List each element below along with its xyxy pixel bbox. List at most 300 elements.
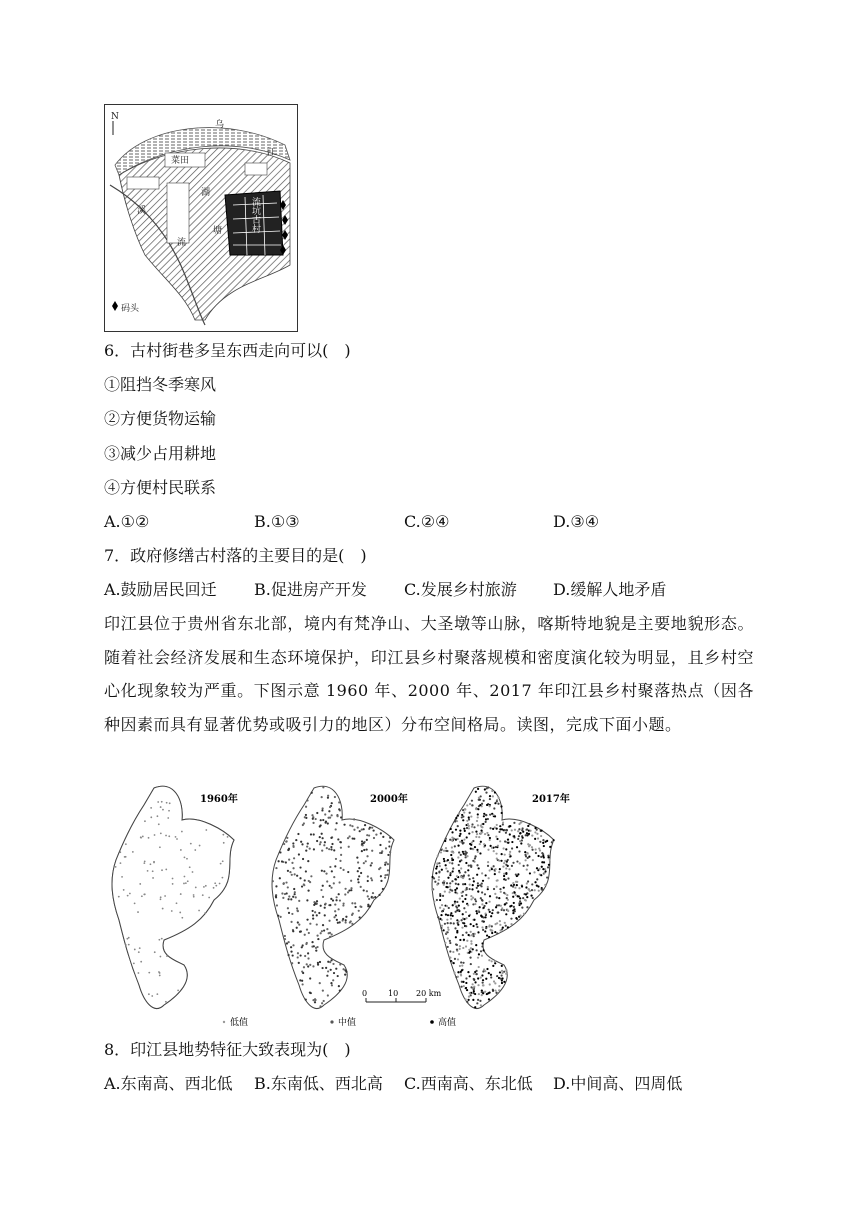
settlement-dot bbox=[158, 939, 160, 941]
settlement-dot bbox=[519, 900, 521, 902]
settlement-dot bbox=[487, 861, 489, 863]
q7-option-b[interactable]: B.促进房产开发 bbox=[254, 580, 367, 599]
settlement-dot bbox=[473, 990, 475, 992]
q6-option-c[interactable]: C.②④ bbox=[404, 512, 450, 531]
settlement-dot bbox=[541, 866, 543, 868]
settlement-dot bbox=[528, 845, 530, 847]
settlement-dot bbox=[496, 886, 498, 888]
settlement-dot bbox=[455, 829, 457, 831]
settlement-dot bbox=[465, 982, 467, 984]
settlement-dot bbox=[337, 975, 339, 977]
settlement-dot bbox=[148, 972, 150, 974]
scale-tick-0: 0 bbox=[362, 989, 368, 998]
settlement-dot bbox=[527, 857, 529, 859]
settlement-dot bbox=[119, 851, 121, 853]
settlement-dot bbox=[175, 836, 177, 838]
settlement-dot bbox=[443, 850, 445, 852]
settlement-dot bbox=[316, 935, 318, 937]
settlement-dot bbox=[503, 909, 505, 911]
settlement-dot bbox=[459, 939, 461, 941]
settlement-dot bbox=[329, 817, 331, 819]
settlement-dot bbox=[379, 844, 381, 846]
settlement-dot bbox=[345, 921, 347, 923]
settlement-dot bbox=[177, 989, 179, 991]
settlement-dot bbox=[272, 880, 274, 882]
settlement-dot bbox=[293, 888, 295, 890]
settlement-dot bbox=[288, 848, 290, 850]
settlement-dot bbox=[315, 818, 317, 820]
settlement-dot bbox=[465, 977, 467, 979]
settlement-dot bbox=[454, 891, 456, 893]
settlement-dot bbox=[314, 911, 316, 913]
settlement-dot bbox=[160, 898, 162, 900]
settlement-dot bbox=[292, 842, 294, 844]
settlement-dot bbox=[441, 904, 443, 906]
settlement-dot bbox=[140, 961, 142, 963]
settlement-dot bbox=[328, 932, 330, 934]
settlement-dot bbox=[458, 851, 460, 853]
settlement-dot bbox=[281, 892, 283, 894]
settlement-dot bbox=[323, 870, 325, 872]
settlement-dot bbox=[449, 882, 451, 884]
settlement-dot bbox=[168, 810, 170, 812]
village-label: 流坑古村 bbox=[250, 197, 260, 233]
settlement-dot bbox=[531, 846, 533, 848]
settlement-dot bbox=[476, 949, 478, 951]
settlement-dot bbox=[311, 792, 313, 794]
settlement-dot bbox=[301, 843, 303, 845]
settlement-dot bbox=[502, 823, 504, 825]
settlement-dot bbox=[318, 912, 320, 914]
settlement-dot bbox=[311, 941, 313, 943]
settlement-dot bbox=[279, 851, 281, 853]
settlement-dot bbox=[517, 895, 519, 897]
settlement-dot bbox=[435, 872, 437, 874]
settlement-dot bbox=[467, 869, 469, 871]
settlement-dot bbox=[484, 788, 486, 790]
settlement-dot bbox=[507, 910, 509, 912]
settlement-dot bbox=[519, 840, 521, 842]
settlement-dot bbox=[475, 900, 477, 902]
settlement-dot bbox=[360, 886, 362, 888]
q6-item-1: ①阻挡冬季寒风 bbox=[104, 375, 217, 394]
settlement-dot bbox=[195, 887, 197, 889]
settlement-dot bbox=[531, 835, 533, 837]
settlement-dot bbox=[443, 858, 445, 860]
settlement-dot bbox=[331, 984, 333, 986]
settlement-dot bbox=[150, 807, 152, 809]
settlement-dot bbox=[447, 926, 449, 928]
settlement-dot bbox=[440, 849, 442, 851]
settlement-dot bbox=[125, 856, 127, 858]
settlement-dot bbox=[516, 860, 518, 862]
settlement-dot bbox=[148, 993, 150, 995]
settlement-dot bbox=[534, 827, 536, 829]
settlement-dot bbox=[451, 831, 453, 833]
settlement-dot bbox=[496, 879, 498, 881]
settlement-dot bbox=[471, 826, 473, 828]
settlement-dot bbox=[494, 960, 496, 962]
settlement-dot bbox=[295, 839, 297, 841]
settlement-dot bbox=[161, 801, 163, 803]
settlement-dot bbox=[358, 910, 360, 912]
settlement-dot bbox=[509, 825, 511, 827]
settlement-dot bbox=[472, 848, 474, 850]
settlement-dot bbox=[505, 848, 507, 850]
settlement-dot bbox=[357, 870, 359, 872]
settlement-dot bbox=[498, 897, 500, 899]
settlement-dot bbox=[477, 824, 479, 826]
settlement-dot bbox=[357, 881, 359, 883]
settlement-dot bbox=[478, 966, 480, 968]
settlement-dot bbox=[463, 922, 465, 924]
settlement-dot bbox=[299, 979, 301, 981]
settlement-dot bbox=[529, 823, 531, 825]
settlement-dot bbox=[194, 849, 196, 851]
settlement-dot bbox=[219, 883, 221, 885]
settlement-dot bbox=[501, 853, 503, 855]
settlement-dot bbox=[190, 843, 192, 845]
settlement-dot bbox=[501, 972, 503, 974]
settlement-dot bbox=[296, 875, 298, 877]
settlement-dot bbox=[309, 964, 311, 966]
settlement-dot bbox=[499, 920, 501, 922]
q8-option-c[interactable]: C.西南高、东北低 bbox=[404, 1074, 533, 1093]
settlement-dot bbox=[546, 876, 548, 878]
settlement-dot bbox=[450, 912, 452, 914]
settlement-dot bbox=[477, 882, 479, 884]
settlement-dot bbox=[491, 790, 493, 792]
settlement-dot bbox=[316, 946, 318, 948]
settlement-dot bbox=[502, 866, 504, 868]
settlement-dot bbox=[449, 957, 451, 959]
settlement-dot bbox=[319, 961, 321, 963]
settlement-dot bbox=[459, 871, 461, 873]
settlement-dot bbox=[488, 998, 490, 1000]
settlement-dot bbox=[357, 861, 359, 863]
panel-label-2000: 2000年 bbox=[370, 794, 408, 805]
settlement-dot bbox=[142, 836, 144, 838]
settlement-dot bbox=[292, 896, 294, 898]
settlement-dot bbox=[466, 827, 468, 829]
settlement-dot bbox=[322, 885, 324, 887]
settlement-dot bbox=[468, 832, 470, 834]
settlement-dot bbox=[313, 833, 315, 835]
settlement-dot bbox=[489, 827, 491, 829]
settlement-dot bbox=[128, 944, 130, 946]
settlement-dot bbox=[503, 873, 505, 875]
settlement-dot bbox=[491, 960, 493, 962]
settlement-dot bbox=[367, 880, 369, 882]
settlement-dot bbox=[540, 856, 542, 858]
settlement-dot bbox=[316, 923, 318, 925]
settlement-dot bbox=[510, 884, 512, 886]
settlement-dot bbox=[199, 845, 201, 847]
settlement-dot bbox=[329, 885, 331, 887]
settlement-dot bbox=[321, 1002, 323, 1004]
q7-option-d[interactable]: D.缓解人地矛盾 bbox=[553, 580, 667, 599]
settlement-dot bbox=[298, 924, 300, 926]
settlement-dot bbox=[459, 835, 461, 837]
settlement-dot bbox=[479, 884, 481, 886]
settlement-dot bbox=[443, 929, 445, 931]
settlement-dot bbox=[294, 873, 296, 875]
settlement-dot bbox=[525, 899, 527, 901]
settlement-dot bbox=[521, 906, 523, 908]
settlement-dot bbox=[507, 842, 509, 844]
settlement-dot bbox=[460, 859, 462, 861]
settlement-dot bbox=[144, 820, 146, 822]
river-label-top: 乌 bbox=[215, 120, 225, 130]
settlement-dot bbox=[160, 806, 162, 808]
settlement-dot bbox=[459, 841, 461, 843]
settlement-dot bbox=[291, 913, 293, 915]
settlement-dot bbox=[205, 829, 207, 831]
settlement-dot bbox=[204, 912, 206, 914]
settlement-dot bbox=[520, 842, 522, 844]
settlement-dot bbox=[542, 839, 544, 841]
settlement-dot bbox=[473, 986, 475, 988]
settlement-dot bbox=[438, 862, 440, 864]
settlement-dot bbox=[463, 828, 465, 830]
settlement-dot bbox=[320, 932, 322, 934]
settlement-dot bbox=[462, 883, 464, 885]
settlement-dot bbox=[475, 970, 477, 972]
settlement-dot bbox=[471, 823, 473, 825]
settlement-dot bbox=[533, 871, 535, 873]
settlement-dot bbox=[363, 849, 365, 851]
settlement-dot bbox=[462, 913, 464, 915]
settlement-dot bbox=[519, 862, 521, 864]
settlement-dot bbox=[305, 806, 307, 808]
settlement-dot bbox=[462, 851, 464, 853]
settlement-dot bbox=[311, 814, 313, 816]
settlement-dot bbox=[461, 964, 463, 966]
settlement-dot bbox=[437, 854, 439, 856]
settlement-dot bbox=[471, 831, 473, 833]
settlement-dot bbox=[541, 861, 543, 863]
settlement-dot bbox=[505, 925, 507, 927]
settlement-dot bbox=[338, 808, 340, 810]
q6-option-d[interactable]: D.③④ bbox=[553, 512, 600, 531]
settlement-dot bbox=[476, 833, 478, 835]
settlement-dot bbox=[351, 902, 353, 904]
settlement-dot bbox=[491, 925, 493, 927]
settlement-dot bbox=[329, 904, 331, 906]
settlement-dot bbox=[470, 986, 472, 988]
settlement-dot bbox=[501, 812, 503, 814]
settlement-dot bbox=[501, 974, 503, 976]
settlement-dot bbox=[491, 847, 493, 849]
settlement-dot bbox=[450, 918, 452, 920]
settlement-dot bbox=[495, 835, 497, 837]
settlement-dot bbox=[462, 819, 464, 821]
q8-option-b[interactable]: B.东南低、西北高 bbox=[254, 1074, 383, 1093]
settlement-dot bbox=[334, 865, 336, 867]
settlement-dot bbox=[514, 829, 516, 831]
settlement-dot bbox=[320, 841, 322, 843]
settlement-dot bbox=[494, 893, 496, 895]
settlement-dot bbox=[496, 858, 498, 860]
settlement-dot bbox=[451, 839, 453, 841]
settlement-dot bbox=[501, 965, 503, 967]
settlement-dot bbox=[444, 942, 446, 944]
settlement-dot bbox=[306, 899, 308, 901]
settlement-dot bbox=[489, 895, 491, 897]
settlement-dot bbox=[169, 802, 171, 804]
settlement-dot bbox=[291, 862, 293, 864]
settlement-dot bbox=[503, 892, 505, 894]
settlement-dot bbox=[461, 895, 463, 897]
settlement-dot bbox=[513, 902, 515, 904]
settlement-dot bbox=[495, 992, 497, 994]
settlement-dot bbox=[172, 878, 174, 880]
settlement-dot bbox=[319, 982, 321, 984]
settlement-dot bbox=[327, 795, 329, 797]
settlement-dot bbox=[368, 834, 370, 836]
settlement-dot bbox=[345, 971, 347, 973]
settlement-dot bbox=[464, 889, 466, 891]
settlement-dot bbox=[382, 888, 384, 890]
settlement-dot bbox=[343, 824, 345, 826]
settlement-dot bbox=[467, 904, 469, 906]
settlement-dot bbox=[329, 936, 331, 938]
settlement-dot bbox=[288, 858, 290, 860]
settlement-dot bbox=[443, 908, 445, 910]
settlement-dot bbox=[299, 866, 301, 868]
q6-option-a[interactable]: A.①② bbox=[104, 512, 150, 531]
settlement-dot bbox=[466, 989, 468, 991]
settlement-dot bbox=[442, 882, 444, 884]
settlement-dot bbox=[316, 900, 318, 902]
settlement-dot bbox=[515, 873, 517, 875]
settlement-dot bbox=[504, 840, 506, 842]
settlement-dot bbox=[458, 864, 460, 866]
settlement-dot bbox=[475, 910, 477, 912]
settlement-dot bbox=[457, 838, 459, 840]
settlement-dot bbox=[479, 804, 481, 806]
settlement-dot bbox=[279, 877, 281, 879]
settlement-dot bbox=[452, 867, 454, 869]
settlement-dot bbox=[470, 923, 472, 925]
settlement-dot bbox=[312, 822, 314, 824]
settlement-dot bbox=[457, 845, 459, 847]
settlement-dot bbox=[304, 816, 306, 818]
settlement-dot bbox=[150, 816, 152, 818]
settlement-dot bbox=[503, 862, 505, 864]
settlement-dot bbox=[366, 834, 368, 836]
settlement-dot bbox=[511, 847, 513, 849]
q7-option-c[interactable]: C.发展乡村旅游 bbox=[404, 580, 517, 599]
settlement-dot bbox=[478, 953, 480, 955]
settlement-dot bbox=[347, 891, 349, 893]
settlement-dot bbox=[500, 805, 502, 807]
settlement-dot bbox=[469, 957, 471, 959]
settlement-dot bbox=[479, 843, 481, 845]
settlement-dot bbox=[482, 982, 484, 984]
settlement-dot bbox=[466, 887, 468, 889]
settlement-dot bbox=[166, 955, 168, 957]
settlement-dot bbox=[332, 979, 334, 981]
settlement-dot bbox=[484, 893, 486, 895]
settlement-dot bbox=[301, 946, 303, 948]
settlement-dot bbox=[487, 834, 489, 836]
settlement-dot bbox=[322, 896, 324, 898]
settlement-dot bbox=[307, 957, 309, 959]
settlement-dot bbox=[499, 888, 501, 890]
settlement-dot bbox=[484, 970, 486, 972]
settlement-dot bbox=[505, 973, 507, 975]
settlement-dot bbox=[459, 945, 461, 947]
settlement-dot bbox=[441, 925, 443, 927]
settlement-dot bbox=[518, 835, 520, 837]
q7-option-a[interactable]: A.鼓励居民回迁 bbox=[104, 580, 217, 599]
settlement-dot bbox=[292, 954, 294, 956]
settlement-dot bbox=[494, 826, 496, 828]
settlement-dot bbox=[459, 897, 461, 899]
settlement-dot bbox=[522, 837, 524, 839]
settlement-dot bbox=[462, 981, 464, 983]
settlement-dot bbox=[548, 864, 550, 866]
settlement-dot bbox=[494, 802, 496, 804]
settlement-dot bbox=[139, 883, 141, 885]
settlement-dot bbox=[507, 838, 509, 840]
settlement-dot bbox=[215, 885, 217, 887]
settlement-dot bbox=[387, 854, 389, 856]
settlement-dot bbox=[288, 895, 290, 897]
settlement-dot bbox=[465, 862, 467, 864]
settlement-dot bbox=[452, 859, 454, 861]
settlement-dot bbox=[439, 893, 441, 895]
settlement-dot bbox=[287, 898, 289, 900]
q6-option-b[interactable]: B.①③ bbox=[254, 512, 300, 531]
settlement-dot bbox=[539, 849, 541, 851]
settlement-dot bbox=[330, 846, 332, 848]
north-label: N bbox=[111, 112, 119, 122]
settlement-dot bbox=[480, 825, 482, 827]
settlement-dot bbox=[447, 877, 449, 879]
settlement-dot bbox=[469, 992, 471, 994]
settlement-dot bbox=[505, 969, 507, 971]
settlement-dot bbox=[490, 974, 492, 976]
settlement-dot bbox=[342, 904, 344, 906]
settlement-dot bbox=[162, 908, 164, 910]
settlement-dot bbox=[484, 991, 486, 993]
settlement-dot bbox=[468, 934, 470, 936]
settlement-dot bbox=[160, 956, 162, 958]
settlement-dot bbox=[321, 796, 323, 798]
settlement-dot bbox=[276, 904, 278, 906]
settlement-dot bbox=[153, 861, 155, 863]
settlement-dot bbox=[369, 826, 371, 828]
settlement-dot bbox=[522, 897, 524, 899]
q8-option-d[interactable]: D.中间高、四周低 bbox=[553, 1074, 683, 1093]
settlement-dot bbox=[472, 948, 474, 950]
settlement-dot bbox=[326, 928, 328, 930]
map-1960 bbox=[112, 786, 234, 1008]
settlement-dot bbox=[289, 871, 291, 873]
settlement-dot bbox=[220, 863, 222, 865]
settlement-dot bbox=[505, 867, 507, 869]
q8-option-a[interactable]: A.东南高、西北低 bbox=[104, 1074, 233, 1093]
settlement-dot bbox=[150, 863, 152, 865]
settlement-dot bbox=[160, 832, 162, 834]
settlement-dot bbox=[501, 907, 503, 909]
settlement-dot bbox=[489, 929, 491, 931]
settlement-dot bbox=[463, 907, 465, 909]
settlement-dot bbox=[332, 963, 334, 965]
settlement-dot bbox=[344, 888, 346, 890]
